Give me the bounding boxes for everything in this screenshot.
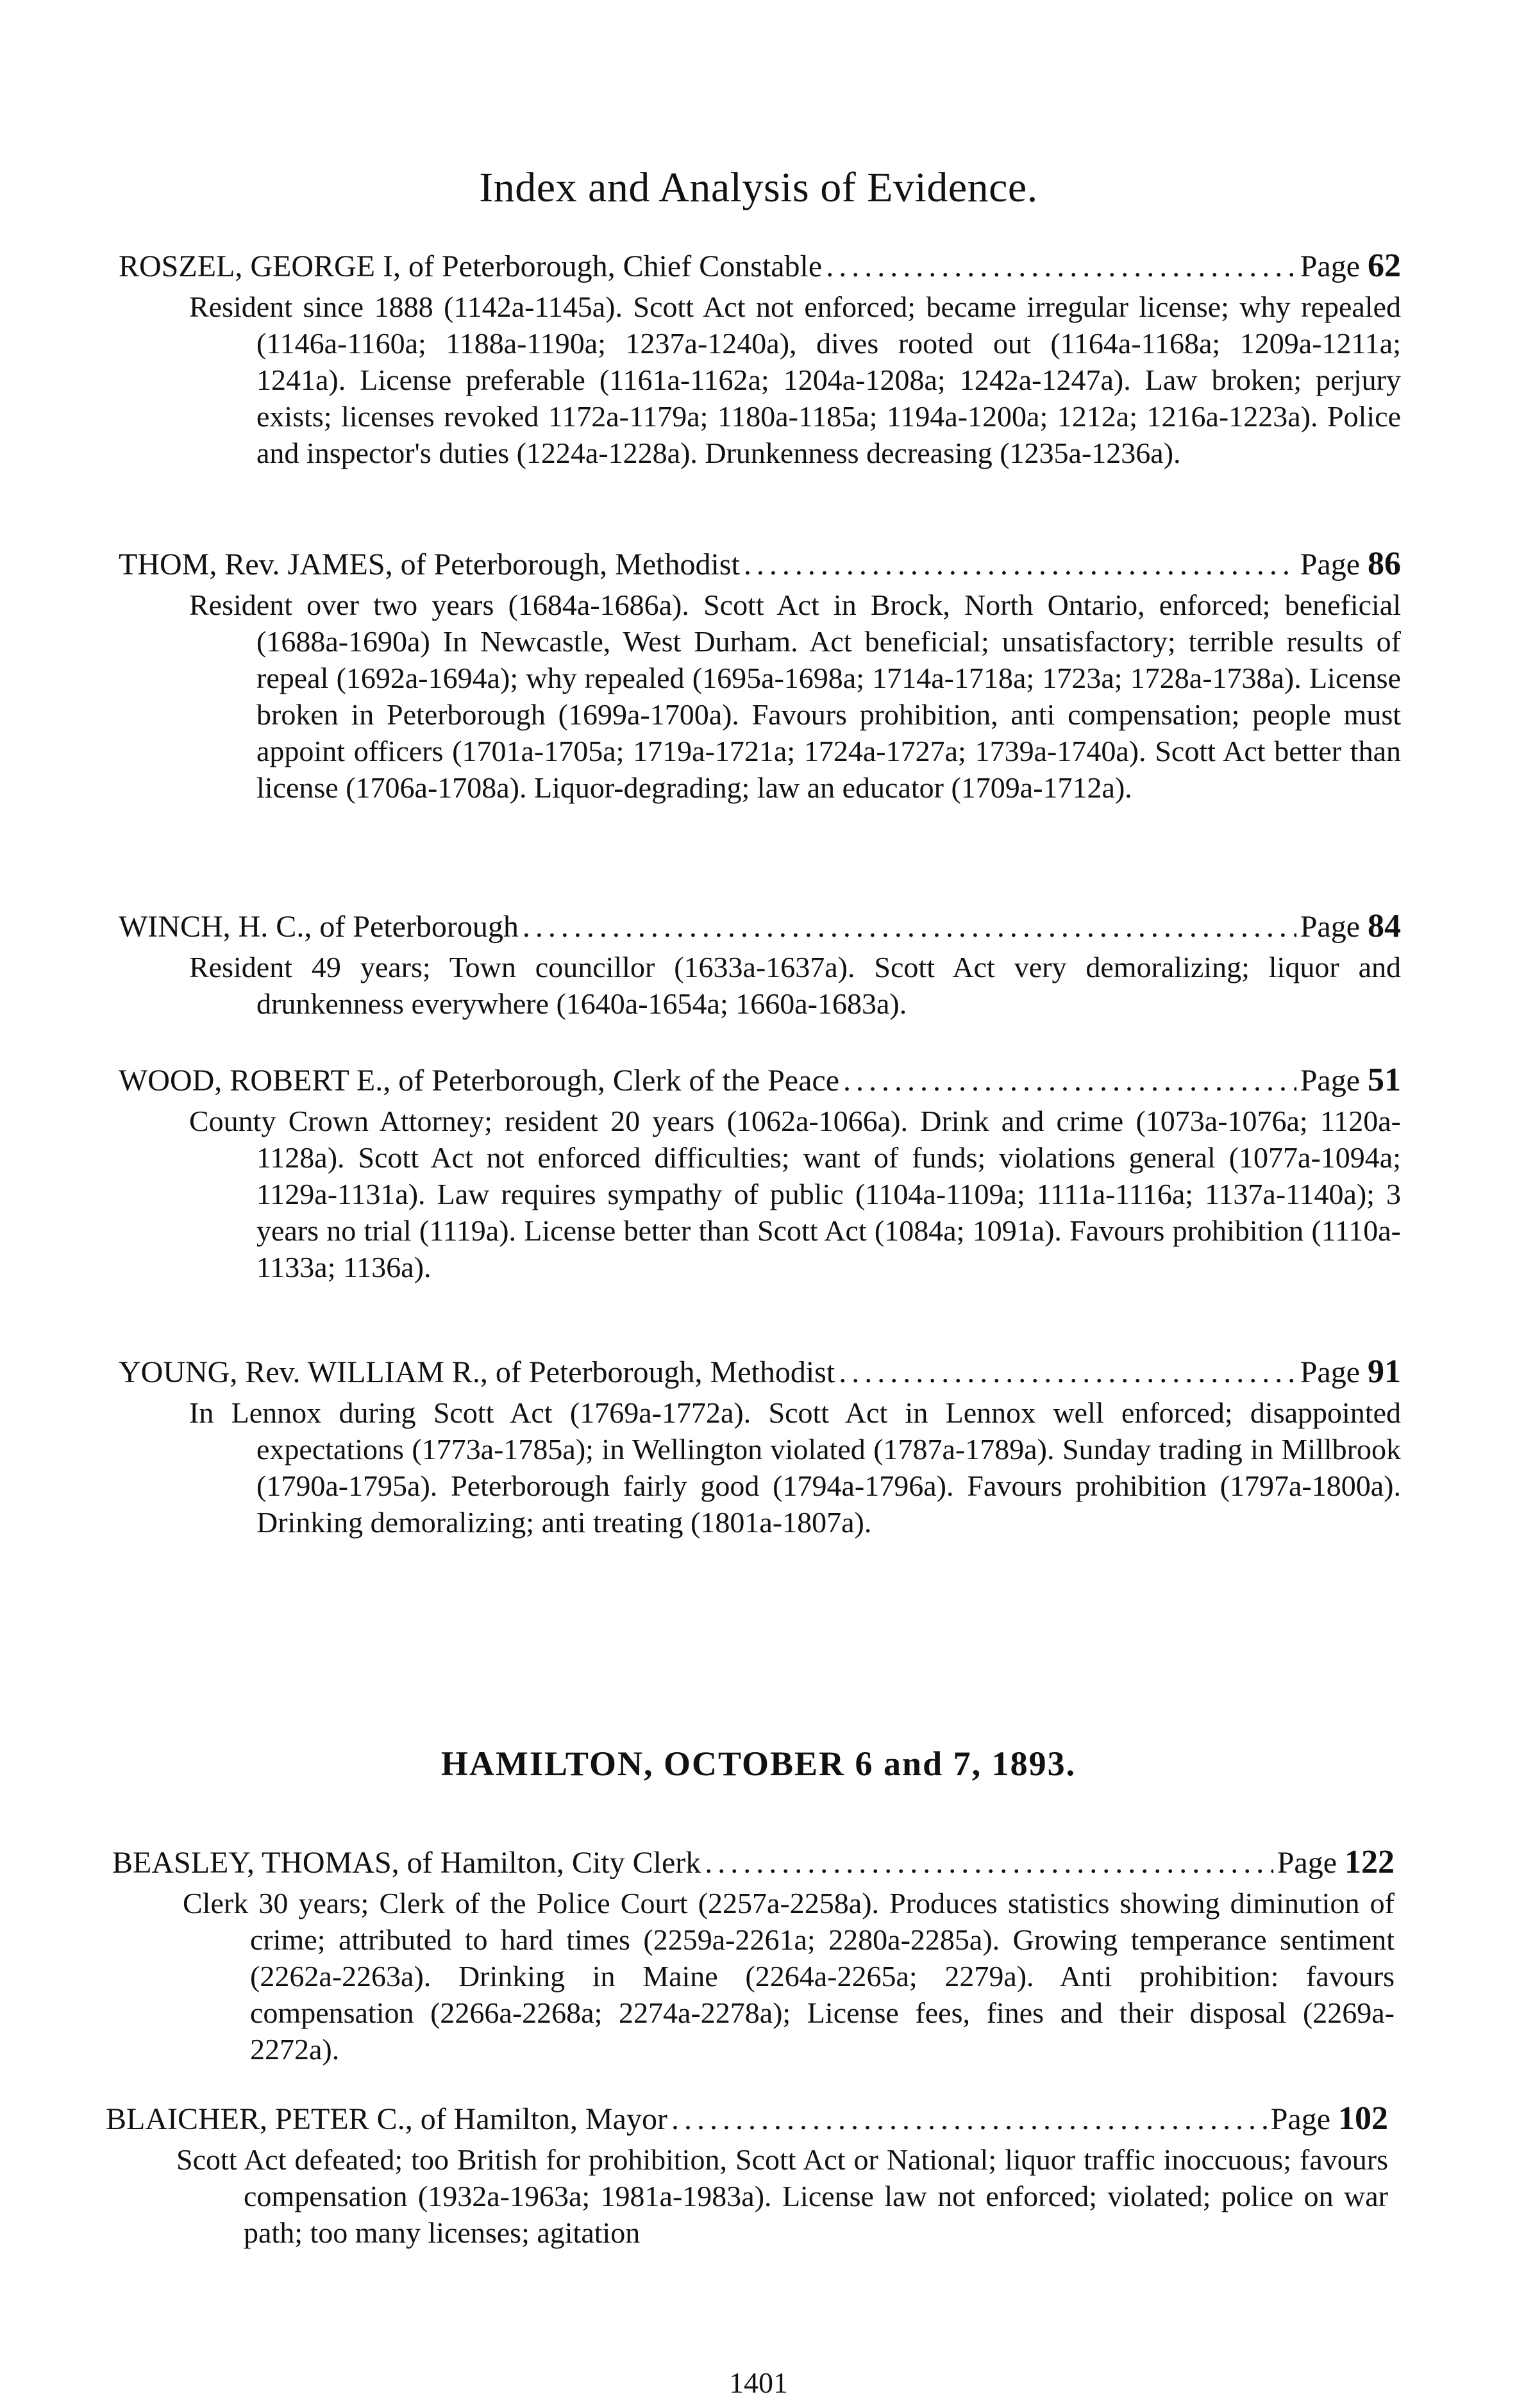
dot-leader: [839, 1353, 1296, 1392]
entry-name: WINCH, H. C., of Peterborough: [119, 910, 519, 944]
entry-name: BEASLEY, THOMAS, of Hamilton, City Clerk: [112, 1846, 701, 1880]
entry-name: BLAICHER, PETER C., of Hamilton, Mayor: [106, 2102, 667, 2136]
dot-leader: [744, 546, 1296, 584]
entry-heading: [106, 2100, 1388, 2139]
entry-name: THOM, Rev. JAMES, of Peterborough, Methodist: [119, 548, 740, 581]
page-number: 84: [1368, 908, 1401, 944]
page-label: Page: [1300, 249, 1360, 283]
page-number: 86: [1368, 546, 1401, 582]
page-title: Index and Analysis of Evidence.: [479, 164, 1038, 211]
page-label: Page: [1300, 548, 1360, 581]
index-entry: [119, 247, 1401, 471]
entry-heading: [119, 247, 1401, 286]
page-reference: [1300, 1061, 1401, 1100]
index-entry: [119, 907, 1401, 1022]
page-label: Page: [1300, 1355, 1360, 1389]
index-entry: [112, 1843, 1395, 2068]
entry-text: Resident over two years (1684a-1686a). Scott Act in Brock, North Ontario, enforced; beneficial (1688a-1690a) In Newcastle, West Durham. Act beneficial; unsatisfactory; terrible results of repeal (1692a-1694a); why repealed (1695a-1698a; 1714a-1718a; 1723a; 1728a-1738a). License broken in Peterborough (1699a-1700a). Favours prohibition, anti compensation; people must appoint officers (1701a-1705a; 1719a-1721a; 1724a-1727a; 1739a-1740a). Scott Act better than license (1706a-1708a). Liquor-degrading; law an educator (1709a-1712a).: [189, 589, 1401, 804]
page-number: 102: [1338, 2100, 1388, 2137]
entry-text: In Lennox during Scott Act (1769a-1772a). Scott Act in Lennox well enforced; disappointed expectations (1773a-1785a); in Wellington violated (1787a-1789a). Sunday trading in Millbrook (1790a-1795a). Peterborough fairly good (1794a-1796a). Favours prohibition (1797a-1800a). Drinking demoralizing; anti treating (1801a-1807a).: [189, 1396, 1401, 1539]
dot-leader: [705, 1844, 1273, 1882]
page-label: Page: [1300, 1064, 1360, 1098]
page-label: Page: [1277, 1846, 1337, 1880]
index-entry: [119, 1061, 1401, 1285]
dot-leader: [671, 2100, 1267, 2139]
entry-text: Resident 49 years; Town councillor (1633a-1637a). Scott Act very demoralizing; liquor and drunkenness everywhere (1640a-1654a; 1660a-1683a).: [189, 951, 1401, 1020]
page-reference: [1277, 1843, 1395, 1882]
page-number: 51: [1368, 1062, 1401, 1098]
page-reference: [1300, 545, 1401, 584]
section-heading: HAMILTON, OCTOBER 6 and 7, 1893.: [440, 1744, 1077, 1783]
dot-leader: [843, 1062, 1296, 1100]
entry-heading: [119, 907, 1401, 946]
page-reference: [1271, 2100, 1388, 2139]
entry-text: County Crown Attorney; resident 20 years (1062a-1066a). Drink and crime (1073a-1076a; 1120a-1128a). Scott Act not enforced difficulties; want of funds; violations general (1077a-1094a; 1129a-1131a). Law requires sympathy of public (1104a-1109a; 1111a-1116a; 1137a-1140a); 3 years no trial (1119a). License better than Scott Act (1084a; 1091a). Favours prohibition (1110a-1133a; 1136a).: [189, 1105, 1401, 1283]
entry-heading: [119, 1061, 1401, 1100]
entry-heading: [112, 1843, 1395, 1882]
page-folio: 1401: [729, 2366, 788, 2399]
page-reference: [1300, 247, 1401, 286]
page-reference: [1300, 907, 1401, 946]
page-number: 122: [1345, 1844, 1395, 1880]
index-entry: [119, 545, 1401, 806]
index-entry: [106, 2100, 1388, 2251]
entry-heading: [119, 545, 1401, 584]
index-entry: [119, 1353, 1401, 1541]
entry-name: YOUNG, Rev. WILLIAM R., of Peterborough, Methodist: [119, 1355, 835, 1389]
dot-leader: [826, 247, 1296, 286]
entry-heading: [119, 1353, 1401, 1392]
entry-name: ROSZEL, GEORGE I, of Peterborough, Chief Constable: [119, 249, 823, 283]
entry-text: Scott Act defeated; too British for prohibition, Scott Act or National; liquor traffic inoccuous; favours compensation (1932a-1963a; 1981a-1983a). License law not enforced; violated; police on war path; too many licenses; agitation: [176, 2143, 1388, 2249]
entry-name: WOOD, ROBERT E., of Peterborough, Clerk of the Peace: [119, 1064, 839, 1098]
entry-text: Clerk 30 years; Clerk of the Police Court (2257a-2258a). Produces statistics showing diminution of crime; attributed to hard times (2259a-2261a; 2280a-2285a). Growing temperance sentiment (2262a-2263a). Drinking in Maine (2264a-2265a; 2279a). Anti prohibition: favours compensation (2266a-2268a; 2274a-2278a); License fees, fines and their disposal (2269a-2272a).: [183, 1887, 1395, 2066]
dot-leader: [523, 908, 1296, 946]
entry-text: Resident since 1888 (1142a-1145a). Scott Act not enforced; became irregular license; why repealed (1146a-1160a; 1188a-1190a; 1237a-1240a), dives rooted out (1164a-1168a; 1209a-1211a; 1241a). License preferable (1161a-1162a; 1204a-1208a; 1242a-1247a). Law broken; perjury exists; licenses revoked 1172a-1179a; 1180a-1185a; 1194a-1200a; 1212a; 1216a-1223a). Police and inspector's duties (1224a-1228a). Drunkenness decreasing (1235a-1236a).: [189, 290, 1401, 469]
page-reference: [1300, 1353, 1401, 1392]
page-label: Page: [1300, 910, 1360, 944]
page-number: 91: [1368, 1353, 1401, 1390]
page-number: 62: [1368, 247, 1401, 284]
page-label: Page: [1270, 2102, 1330, 2136]
